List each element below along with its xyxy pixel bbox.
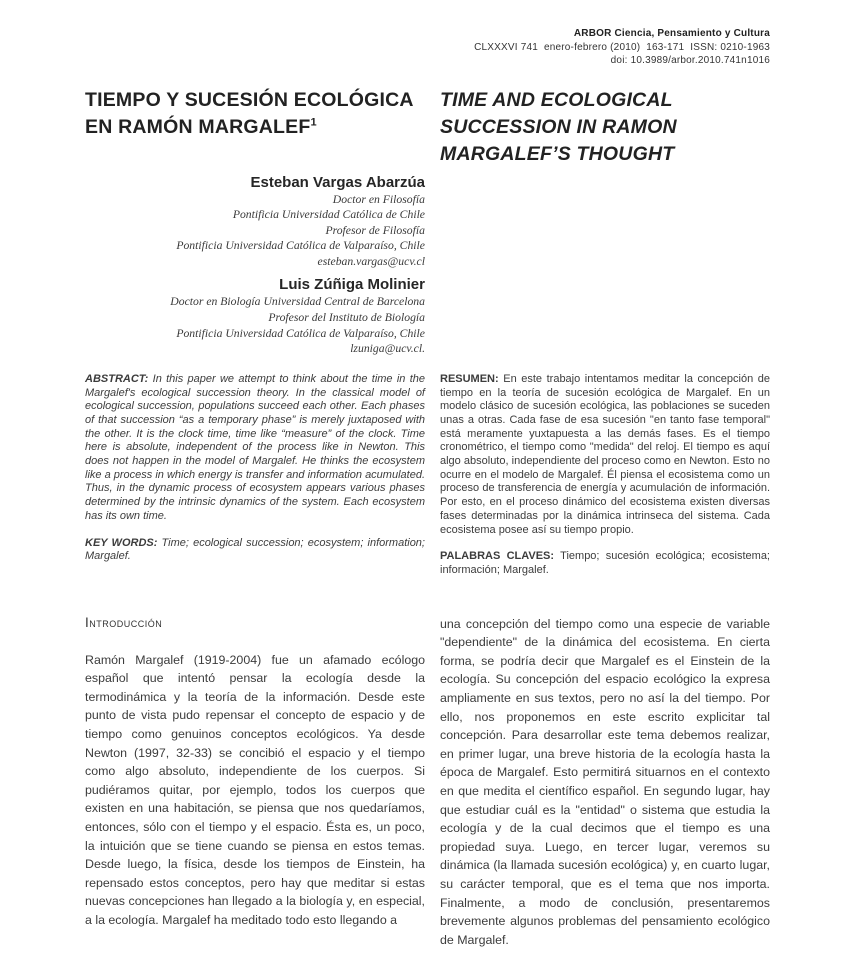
introduction-left-column: [85, 615, 425, 930]
palabras-claves-paragraph: [440, 550, 770, 577]
author-1: [85, 174, 425, 270]
authors-row: [85, 168, 770, 357]
journal-masthead: [85, 0, 770, 68]
abstract-english: [85, 373, 425, 564]
keywords-label: KEY WORDS:: [85, 536, 158, 549]
resumen-spanish: [440, 373, 770, 578]
title-en-line1: TIME AND ECOLOGICAL: [440, 88, 673, 111]
title-es-line2: EN RAMÓN MARGALEF: [85, 115, 311, 138]
author-email[interactable]: lzuniga@ucv.cl.: [350, 342, 425, 356]
doi-link[interactable]: doi: 10.3989/arbor.2010.741n1016: [610, 55, 770, 66]
author-position: Profesor de Filosofía: [325, 223, 425, 237]
author-2: [85, 276, 425, 356]
author-degree: Doctor en Filosofía: [332, 192, 425, 206]
introduction-paragraph-left: Ramón Margalef (1919-2004) fue un afamado ecólogo español que intentó pensar la ecología desde la termodinámica y la teoría de la información. Desde este punto de vista pudo repensar el concepto de espacio y de tiempo como genuinos conceptos ecológicos. Ya desde Newton (1997, 32-33) se concibió el espacio y el tiempo como algo absoluto, independiente de los cuerpos. Si pudiéramos quitar, por ejemplo, todos los cuerpos que existen en una habitación, se piensa que nos quedaríamos, entonces, sólo con el tiempo y el espacio. Ésta es, un poco, la intuición que se tiene cuando se piensa en estos temas. Desde luego, la física, desde los tiempos de Einstein, ha repensado estos conceptos, pero hay que meditar si estas nuevas concepciones han llegado a la biología y, en especial, a la ecología. Margalef ha meditado todo esto llegando a: [85, 652, 425, 927]
author-affiliation: Pontificia Universidad Católica de Valparaíso, Chile: [176, 326, 425, 340]
title-en-line3: MARGALEF’S THOUGHT: [440, 142, 675, 165]
issue-info: CLXXXVI 741 enero-febrero (2010) 163-171 ISSN: 0210-1963: [474, 41, 770, 53]
author-affiliation: Pontificia Universidad Católica de Valparaíso, Chile: [176, 239, 425, 253]
introduction-right-column: [440, 615, 770, 950]
introduction-paragraph-right: una concepción del tiempo como una especie de variable "dependiente" de la dinámica del ecosistema. En cierta forma, se podría decir que Margalef es el Einstein de la ecología. Su concepción del espacio ecológico la expresa ampliamente en sus textos, pero no así la del tiempo. Por ello, nos proponemos en este escrito explicitar tal concepción. Para desarrollar este tema debemos realizar, en primer lugar, una breve historia de la ecología hasta la época de Margalef. Esto permitirá situarnos en el contexto en que medita el científico español. En segundo lugar, hay que estudiar cuál es la "entidad" o sistema que estudia la ecología y de la cual decimos que el tiempo es una propiedad suya. Luego, en tercer lugar, veremos su dinámica (la llamada sucesión ecológica) y, en cuarto lugar, su carácter temporal, que es el tema que nos importa. Finalmente, a modo de conclusión, presentaremos brevemente algunos problemas del pensamiento ecológico de Margalef.: [440, 616, 770, 947]
author-affiliation: Pontificia Universidad Católica de Chile: [232, 208, 425, 222]
page-content: [85, 0, 770, 949]
introduction-row: [85, 615, 770, 950]
author-degree: Doctor en Biología Universidad Central de Barcelona: [170, 295, 425, 309]
title-footnote-marker: 1: [310, 116, 317, 128]
author-email[interactable]: esteban.vargas@ucv.cl: [317, 254, 425, 268]
keywords-text: Time; ecological succession; ecosystem; information; Margalef.: [85, 536, 425, 563]
title-row: [85, 87, 770, 168]
section-heading-introduccion: Introducción: [85, 614, 163, 630]
author-position: Profesor del Instituto de Biología: [268, 311, 425, 325]
abstract-row: [85, 373, 770, 578]
resumen-text: En este trabajo intentamos meditar la concepción de tiempo en la teoría de sucesión ecológica de Margalef. En un modelo clásico de sucesión ecológica, las poblaciones se suceden unas a otras. Cada fase de esa sucesión "en tanto fase temporal" está meramente yuxtapuesta a las demás fases. Es el tiempo cronométrico, el tiempo como "medida" del reloj. El tiempo es aquí algo absoluto, independiente del proceso como en Newton. Esto no ocurre en el modelo de Margalef. Él piensa el ecosistema como un proceso de transferencia de energía y acumulación de información. Por esto, en el proceso dinámico del ecosistema existen diversas fases determinadas por la dinámica intrinseca del sistema. Cada ecosistema posee así su tiempo propio.: [440, 372, 770, 536]
abstract-text: In this paper we attempt to think about the time in the Margalef's ecological succession theory. In the classical model of ecological succession, populations succeed each other. Each phases of that succession “as a temporary phase” is merely juxtaposed with the other. It is the clock time, time like “measure” of the clock. Time here is absolute, independent of the process like in Newton. This does not happen in the model of Margalef. He thinks the ecosystem like a process in which energy is transfer and information acumulated. Thus, in the dynamic process of ecosystem appears various phases determined by the intrinsic dynamics of the system. Each ecosystem has its own time.: [85, 372, 425, 522]
title-es-line1: TIEMPO Y SUCESIÓN ECOLÓGICA: [85, 88, 414, 111]
resumen-label: RESUMEN:: [440, 372, 499, 385]
palabras-claves-text: Tiempo; sucesión ecológica; ecosistema; información; Margalef.: [440, 550, 770, 576]
journal-name: ARBOR Ciencia, Pensamiento y Cultura: [573, 28, 770, 39]
palabras-claves-label: PALABRAS CLAVES:: [440, 550, 555, 563]
article-title-spanish: [85, 87, 425, 141]
abstract-paragraph: [85, 373, 425, 524]
author-name: Luis Zúñiga Molinier: [279, 276, 425, 294]
author-name: Esteban Vargas Abarzúa: [250, 173, 425, 191]
article-title-english: [440, 87, 770, 168]
resumen-paragraph: [440, 373, 770, 537]
abstract-label: ABSTRACT:: [85, 372, 149, 385]
authors-block: [85, 169, 425, 357]
title-en-line2: SUCCESSION IN RAMON: [440, 115, 677, 138]
keywords-paragraph: [85, 537, 425, 564]
